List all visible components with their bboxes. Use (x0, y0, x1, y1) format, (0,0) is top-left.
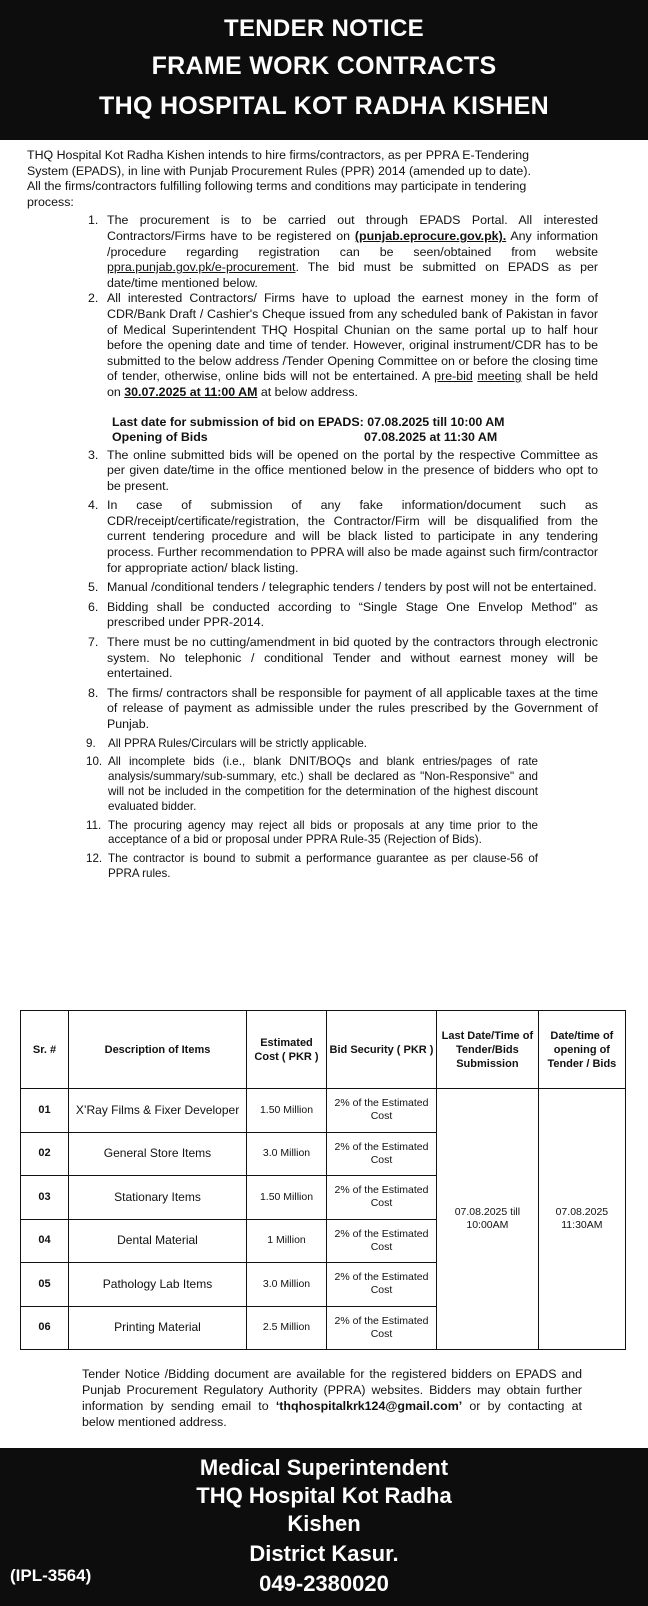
term-item: 7. There must be no cutting/amendment in bid quoted by the contractors through electronic system. No telephonic / conditional Tender and without earnest money will be entertained. (88, 635, 598, 681)
contact-email[interactable]: ‘thqhospitalkrk124@gmail.com’ (275, 1399, 463, 1413)
col-header-opening-date: Date/time of opening of Tender / Bids (538, 1011, 625, 1089)
term-item: 4. In case of submission of any fake information/document such as CDR/receipt/certificate/registration, the Contractor/Firm will be disqualified from the current tendering procedure and will be black listed to participate in any tendering process. Further recommendation to PPRA will also be made against such firm/contractor for appropriate action/ black listing. (88, 498, 598, 575)
submission-deadline-cell: 07.08.2025 till 10:00AM (437, 1089, 539, 1350)
col-header-sr: Sr. # (21, 1011, 69, 1089)
table-row: 04 Dental Material 1 Million 2% of the Estimated Cost (21, 1219, 626, 1263)
term-item: 8. The firms/ contractors shall be responsible for payment of all applicable taxes at the time of release of payment as admissible under the rules prescribed by the Government of Punjab. (88, 685, 598, 731)
signatory-location: Kishen (287, 1511, 361, 1536)
key-dates (112, 415, 628, 445)
ppra-link[interactable]: ppra.punjab.gov.pk/e-procurement (107, 260, 296, 275)
submission-date-row: Last date for submission of bid on EPADS: 07.08.2025 till 10:00 AM (112, 414, 505, 429)
term-item: 10. All incomplete bids (i.e., blank DNIT/BOQs and blank entries/pages of rate analysis/summary/sub-summary, etc.) shall be declared as "Non-Responsive" and will not be included in the competition for the determination of the highest discount evaluated bidder. (86, 755, 538, 813)
table-row: 05 Pathology Lab Items 3.0 Million 2% of the Estimated Cost (21, 1263, 626, 1307)
signatory-title: Medical Superintendent (199, 1455, 449, 1480)
ipl-code: (IPL-3564) (10, 1566, 92, 1585)
signatory-hospital: THQ Hospital Kot Radha (196, 1483, 452, 1508)
notice-title: TENDER NOTICE (224, 15, 424, 42)
term-number: 1. (88, 213, 99, 228)
table-row: 03 Stationary Items 1.50 Million 2% of the Estimated Cost (21, 1176, 626, 1220)
table-row: 02 General Store Items 3.0 Million 2% of the Estimated Cost (21, 1132, 626, 1176)
term-item: 12. The contractor is bound to submit a performance guarantee as per clause-56 of PPRA rules. (86, 852, 538, 880)
table-row: 01 X’Ray Films & Fixer Developer 1.50 Million 2% of the Estimated Cost 07.08.2025 till 10:00AM 07.08.2025 11:30AM (21, 1089, 626, 1133)
term-item: 3. The online submitted bids will be opened on the portal by the respective Committee as per given date/time in the office mentioned below in the presence of bidders who opt to be present. (88, 447, 598, 493)
bidding-document-note: Tender Notice /Bidding document are available for the registered bidders on EPADS and Punjab Procurement Regulatory Authority (PPRA) websites. Bidders may obtain further information by sending email to ‘thqhospitalkrk124@gmail.com’ or by contacting at below mentioned address. (82, 1367, 582, 1429)
terms-list-continued (16, 448, 628, 882)
terms-list (16, 213, 628, 400)
term-item: 11. The procuring agency may reject all bids or proposals at any time prior to the acceptance of a bid or proposal under PPRA Rule-35 (Rejection of Bids). (86, 818, 538, 847)
term-item: 9. All PPRA Rules/Circulars will be strictly applicable. (86, 736, 368, 750)
eprocure-link[interactable]: (punjab.eprocure.gov.pk). (354, 228, 507, 243)
term-item: 5. Manual /conditional tenders / telegraphic tenders / tenders by post will not be entertained. (88, 580, 597, 595)
notice-subtitle: FRAME WORK CONTRACTS (151, 52, 497, 80)
tender-items-table (20, 1010, 626, 1350)
col-header-cost: Estimated Cost ( PKR ) (247, 1011, 327, 1089)
notice-header (0, 0, 648, 140)
contact-phone: 049-2380020 (259, 1571, 389, 1596)
table-row: 06 Printing Material 2.5 Million 2% of the Estimated Cost (21, 1306, 626, 1350)
table-header-row (21, 1011, 626, 1089)
col-header-last-date: Last Date/Time of Tender/Bids Submission (437, 1011, 539, 1089)
col-header-security: Bid Security ( PKR ) (327, 1011, 437, 1089)
notice-body (0, 148, 648, 882)
opening-date-row: Opening of Bids 07.08.2025 at 11:30 AM (112, 429, 498, 444)
term-item: 6. Bidding shall be conducted according to “Single Stage One Envelop Method” as prescribed under PPR-2014. (88, 599, 598, 630)
intro-paragraph: THQ Hospital Kot Radha Kishen intends to hire firms/contractors, as per PPRA E-Tendering System (EPADS), in line with Punjab Procurement Rules (PPR) 2014 (amended up to date). All the firms/contractors fulfilling following terms and conditions may participate in tendering process: (27, 148, 531, 209)
signature-block (0, 1448, 648, 1606)
term-item: 1. The procurement is to be carried out through EPADS Portal. All interested Contractors/Firms have to be registered on (punjab.eprocure.gov.pk). Any information /procedure regarding registration can be seen/obtained from website ppra.punjab.gov.pk/e-procurement. The bid must be submitted on EPADS as per date/time mentioned below. (88, 213, 598, 290)
signatory-district: District Kasur. (249, 1541, 399, 1566)
term-item: 2. All interested Contractors/ Firms have to upload the earnest money in the form of CDR/Bank Draft / Cashier's Cheque issued from any scheduled bank of Pakistan in favor of Medical Superintendent THQ Hospital Chunian on the same portal up to half hour before the opening date and time of tender. However, original instrument/CDR has to be submitted to the below address /Tender Opening Committee on or before the closing time of tender, otherwise, online bids will not be entertained. A pre-bid meeting shall be held on 30.07.2025 at 11:00 AM at below address. (88, 291, 598, 399)
opening-date-cell: 07.08.2025 11:30AM (538, 1089, 625, 1350)
col-header-desc: Description of Items (69, 1011, 247, 1089)
term-number: 2. (88, 291, 99, 306)
hospital-name: THQ HOSPITAL KOT RADHA KISHEN (99, 92, 549, 120)
prebid-date: 30.07.2025 at 11:00 AM (124, 384, 258, 399)
